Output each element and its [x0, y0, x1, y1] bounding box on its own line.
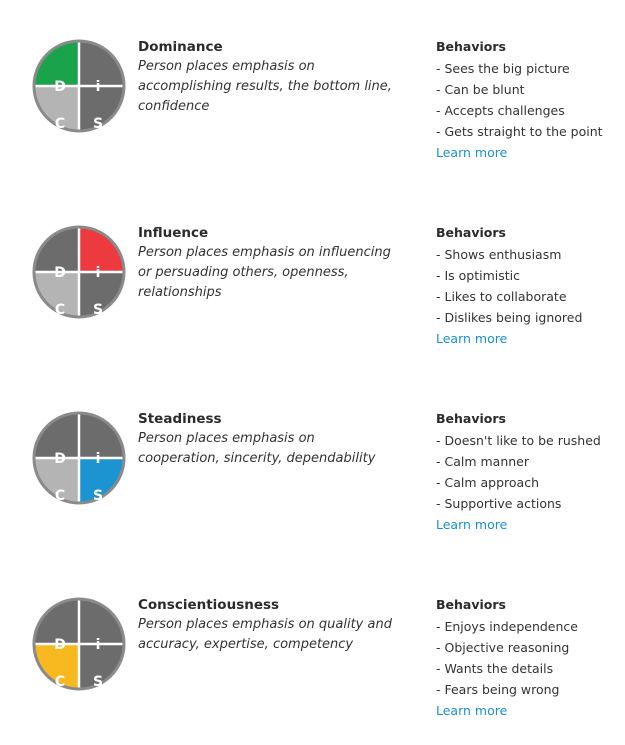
behavior-item: - Can be blunt: [436, 82, 525, 97]
behavior-item: - Calm manner: [436, 454, 530, 469]
behaviors-title: Behaviors: [436, 39, 506, 54]
behaviors-list: [436, 595, 621, 721]
behavior-item: - Fears being wrong: [436, 682, 560, 697]
behaviors-list: [436, 37, 621, 163]
style-title: Conscientiousness: [138, 597, 280, 613]
behavior-item: - Likes to collaborate: [436, 289, 567, 304]
letter-i: i: [95, 637, 101, 653]
disc-circle-icon: [32, 225, 126, 319]
letter-c: C: [54, 302, 66, 318]
behaviors-title: Behaviors: [436, 225, 506, 240]
style-title: Dominance: [138, 39, 223, 55]
behavior-item: - Accepts challenges: [436, 103, 565, 118]
behavior-item: - Dislikes being ignored: [436, 310, 583, 325]
style-description: Person places emphasis on influencing or persuading others, openness, relationships: [138, 245, 391, 300]
letter-i: i: [95, 265, 101, 281]
disc-circle-icon: [32, 411, 126, 505]
letter-s: S: [92, 302, 104, 318]
letter-d: D: [54, 451, 66, 467]
letter-d: D: [54, 79, 66, 95]
disc-style-steadiness: [0, 409, 625, 559]
behavior-item: - Is optimistic: [436, 268, 521, 283]
style-description: Person places emphasis on cooperation, sincerity, dependability: [138, 431, 376, 466]
style-description: Person places emphasis on accomplishing results, the bottom line, confidence: [138, 59, 392, 114]
behavior-item: - Gets straight to the point: [436, 124, 603, 139]
letter-c: C: [54, 674, 66, 690]
letter-i: i: [95, 79, 101, 95]
disc-circle-icon: [32, 39, 126, 133]
disc-style-influence: [0, 223, 625, 373]
behaviors-list: [436, 409, 621, 535]
letter-c: C: [54, 488, 66, 504]
behavior-item: - Supportive actions: [436, 496, 562, 511]
disc-circle-icon: [32, 597, 126, 691]
learn-more-link[interactable]: Learn more: [436, 145, 508, 160]
behavior-item: - Calm approach: [436, 475, 539, 490]
disc-style-conscientiousness: [0, 595, 625, 745]
letter-c: C: [54, 116, 66, 132]
style-title: Steadiness: [138, 411, 222, 427]
style-description: Person places emphasis on quality and accuracy, expertise, competency: [138, 617, 392, 652]
behavior-item: - Shows enthusiasm: [436, 247, 562, 262]
behavior-item: - Objective reasoning: [436, 640, 570, 655]
letter-i: i: [95, 451, 101, 467]
behavior-item: - Doesn't like to be rushed: [436, 433, 601, 448]
learn-more-link[interactable]: Learn more: [436, 517, 508, 532]
learn-more-link[interactable]: Learn more: [436, 703, 508, 718]
letter-d: D: [54, 637, 66, 653]
style-title: Influence: [138, 225, 209, 241]
learn-more-link[interactable]: Learn more: [436, 331, 508, 346]
behaviors-list: [436, 223, 621, 349]
behaviors-title: Behaviors: [436, 411, 506, 426]
letter-d: D: [54, 265, 66, 281]
letter-s: S: [92, 488, 104, 504]
behavior-item: - Wants the details: [436, 661, 554, 676]
behaviors-title: Behaviors: [436, 597, 506, 612]
behavior-item: - Sees the big picture: [436, 61, 570, 76]
behavior-item: - Enjoys independence: [436, 619, 578, 634]
disc-style-dominance: [0, 37, 625, 187]
letter-s: S: [92, 674, 104, 690]
letter-s: S: [92, 116, 104, 132]
